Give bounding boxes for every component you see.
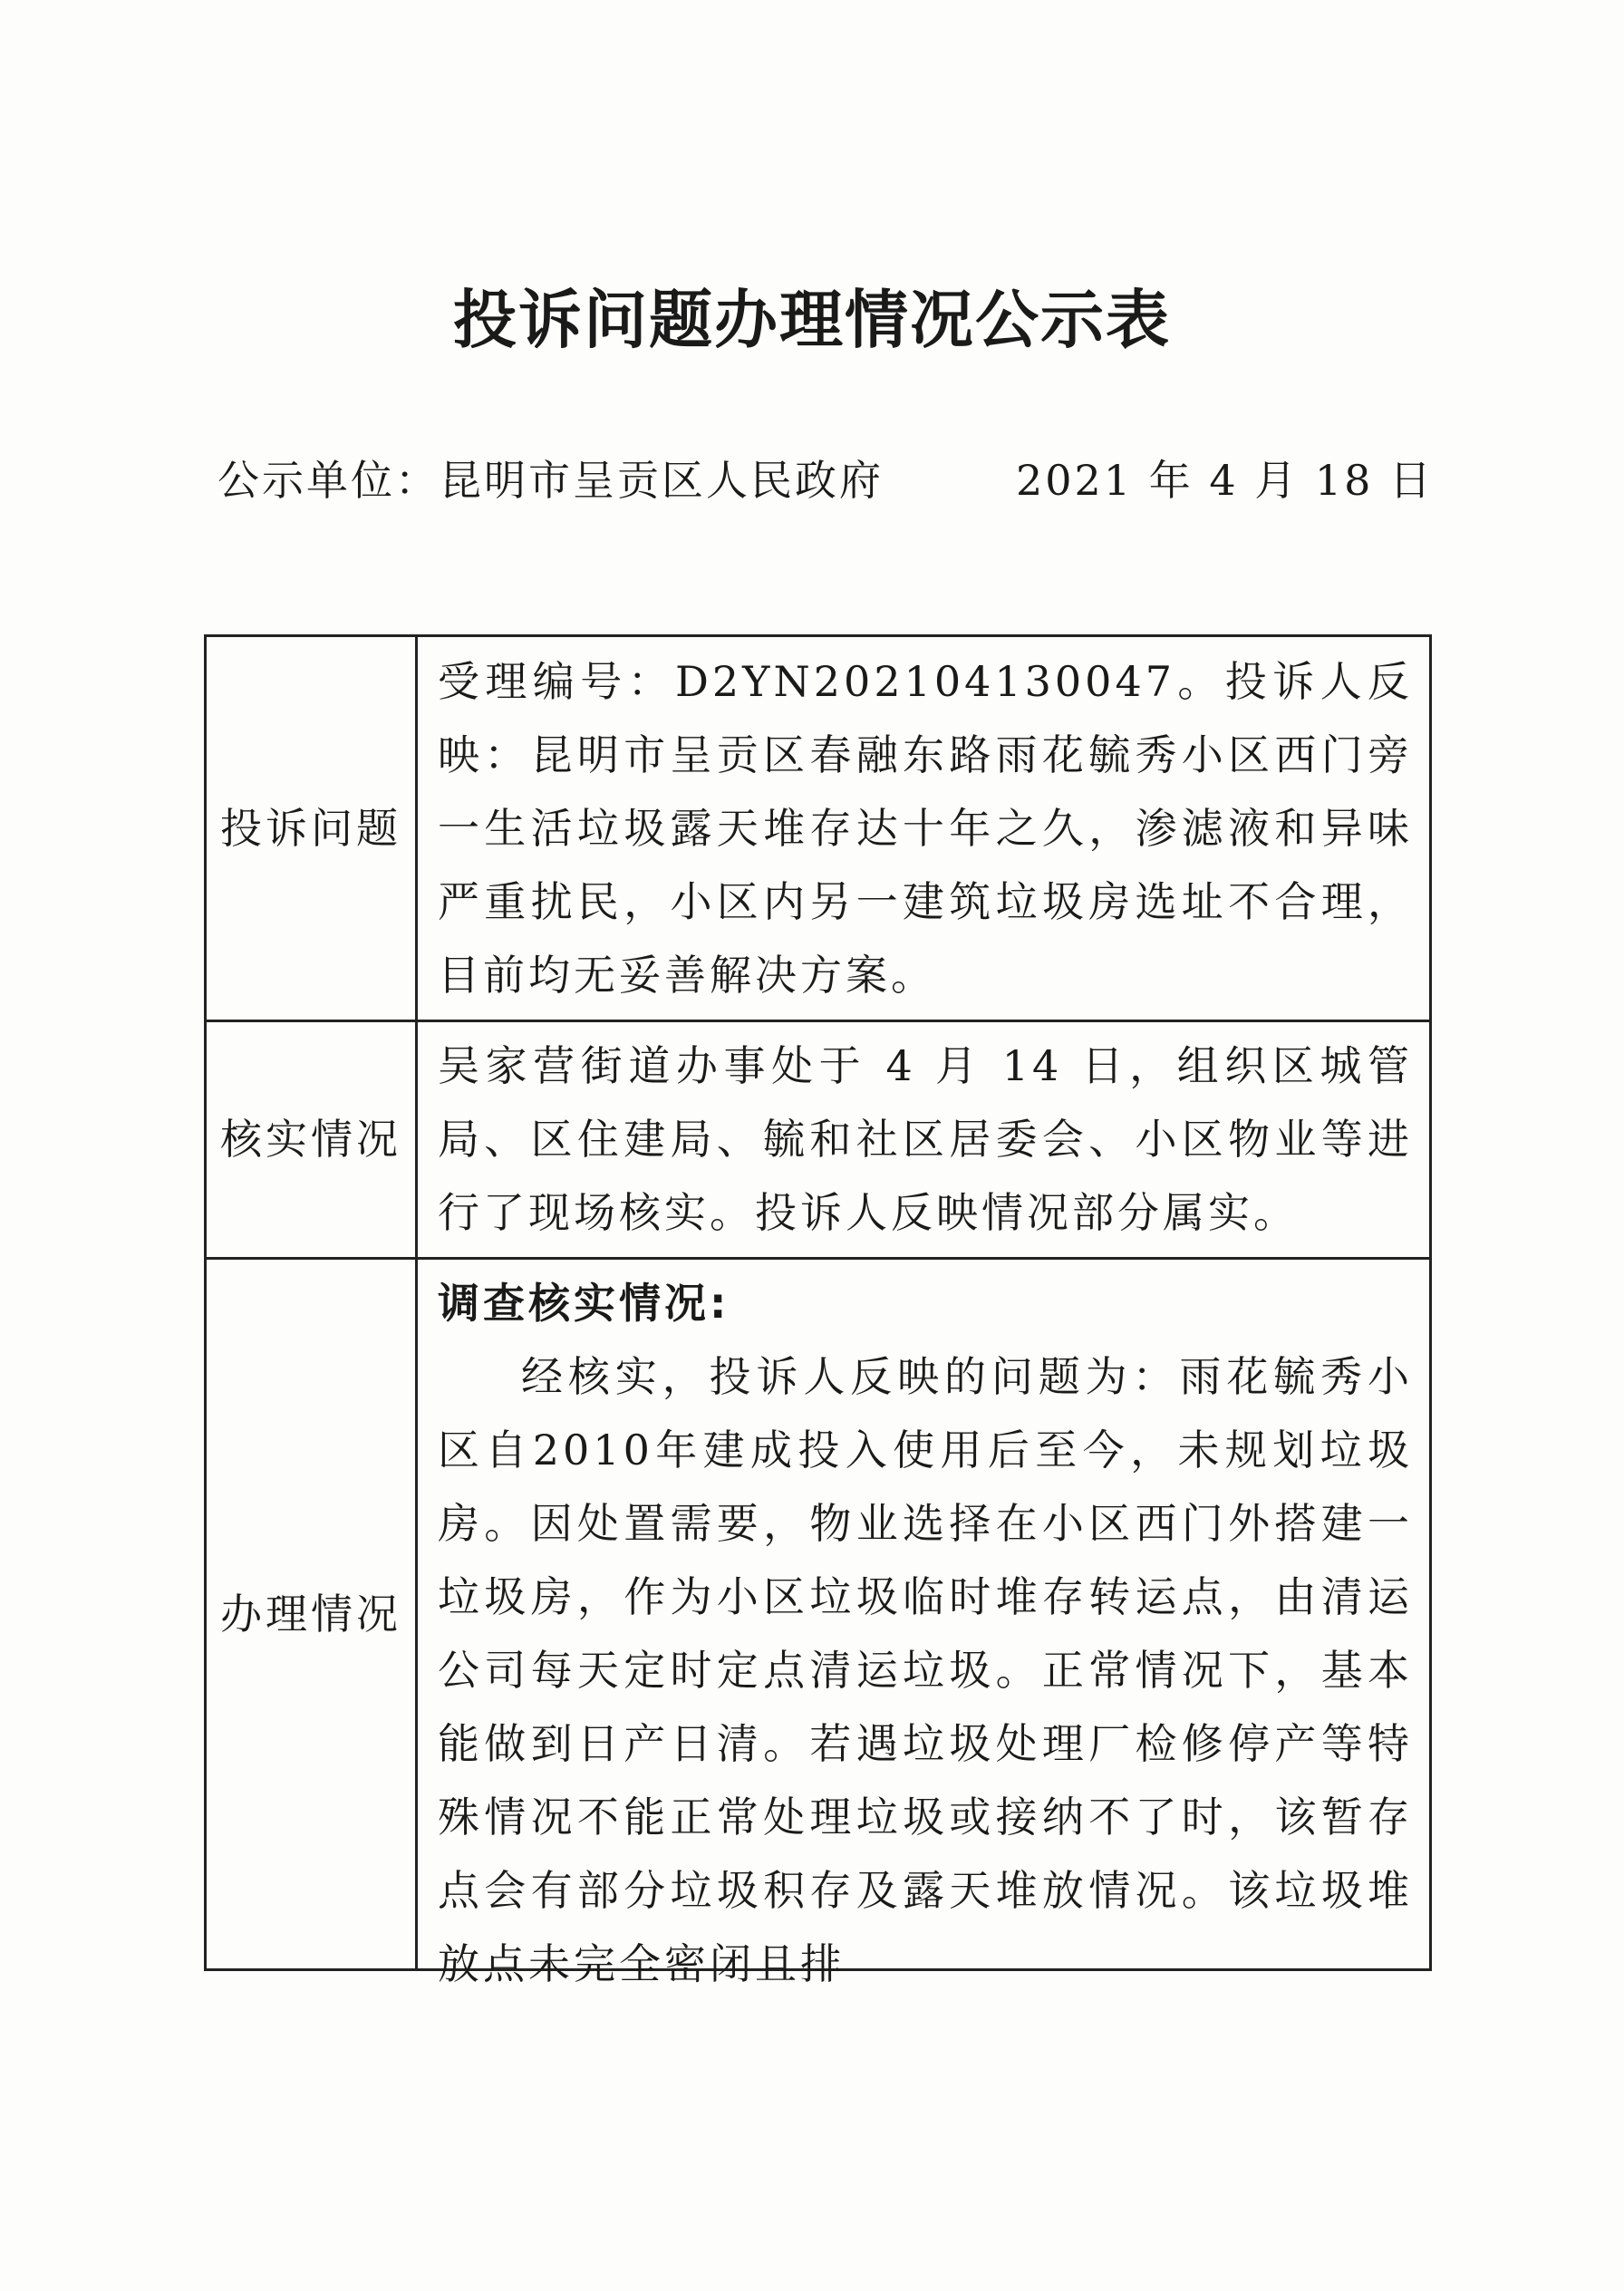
- page-title: 投诉问题办理情况公示表: [453, 283, 1171, 357]
- publisher-label: 公示单位：: [218, 456, 440, 505]
- complaint-label: 投诉问题: [206, 636, 417, 1021]
- handling-heading: 调查核实情况:: [438, 1279, 730, 1328]
- handling-label: 办理情况: [206, 1259, 417, 1970]
- verification-label: 核实情况: [206, 1021, 417, 1259]
- notice-meta: [218, 449, 1434, 512]
- verification-content: 吴家营街道办事处于 4 月 14 日，组织区城管局、区住建局、毓和社区居委会、小区物业等进行了现场核实。投诉人反映情况部分属实。: [417, 1021, 1431, 1259]
- handling-content: 经核实，投诉人反映的问题为：雨花毓秀小区自2010年建成投入使用后至今，未规划垃圾房。因处置需要，物业选择在小区西门外搭建一垃圾房，作为小区垃圾临时堆存转运点，由清运公司每天定时定点清运垃圾。正常情况下，基本能做到日产日清。若遇垃圾处理厂检修停产等特殊情况不能正常处理垃圾或接纳不了时，该暂存点会有部分垃圾积存及露天堆放情况。该垃圾堆放点未完全密闭且排: [438, 1352, 1413, 1988]
- complaint-content: 受理编号：D2YN202104130047。投诉人反映：昆明市呈贡区春融东路雨花毓秀小区西门旁一生活垃圾露天堆存达十年之久，渗滤液和异味严重扰民，小区内另一建筑垃圾房选址不合理，目前均无妥善解决方案。: [417, 636, 1431, 1021]
- verification-row: [206, 1021, 1431, 1259]
- notice-date: 2021 年 4 月 18 日: [1016, 456, 1434, 505]
- publisher-name: 昆明市呈贡区人民政府: [440, 456, 884, 505]
- complaint-row: [206, 636, 1431, 1021]
- notice-table: [204, 634, 1432, 1988]
- handling-cell: [417, 1259, 1431, 1988]
- publisher: [218, 449, 884, 512]
- handling-body: [438, 1267, 1413, 1988]
- handling-row: [206, 1259, 1431, 1970]
